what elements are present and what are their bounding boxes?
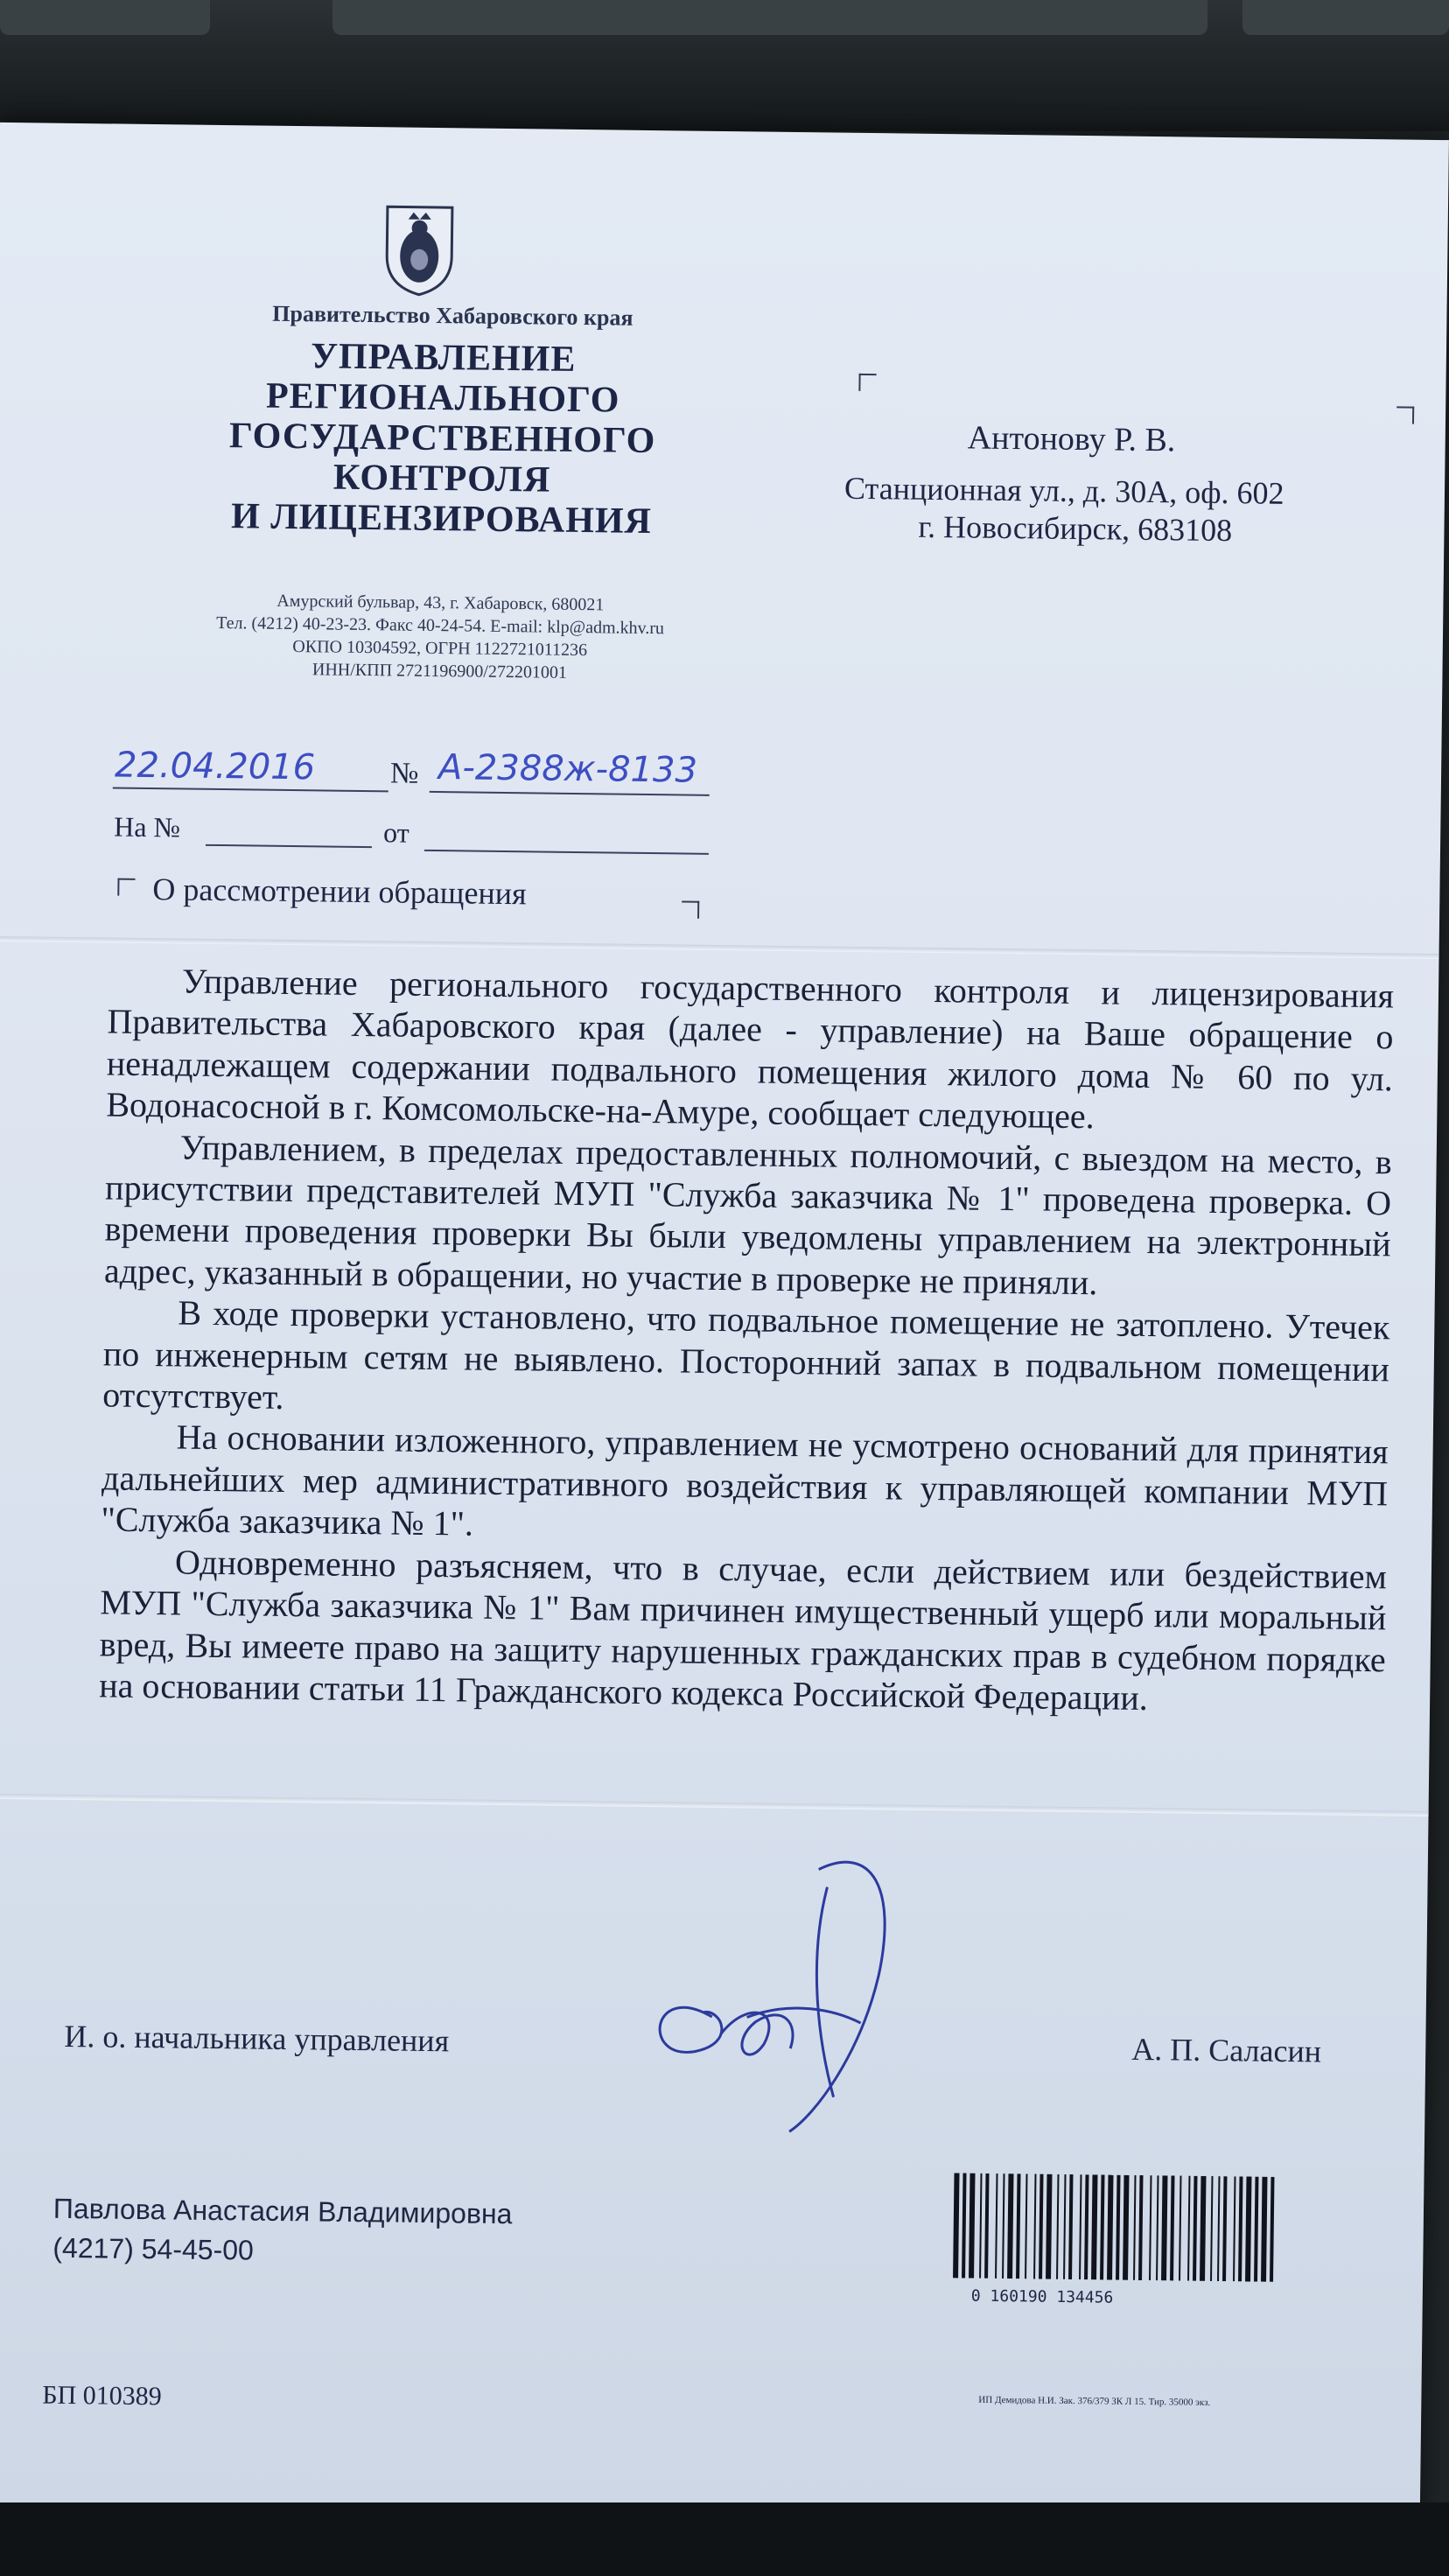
registration-number: А-2388ж-8133 — [438, 747, 698, 791]
barcode-bar — [962, 2174, 966, 2278]
barcode-number: 0 160190 134456 — [970, 2286, 1114, 2307]
barcode-bar — [1233, 2176, 1236, 2281]
underline — [206, 844, 372, 848]
body-paragraph: На основании изложенного, управлением не усмотрено оснований для принятия дальнейших мер административного воздействия к управляющей компании МУП "Служба заказчика № 1". — [101, 1417, 1389, 1544]
reply-to-label: На № — [114, 810, 181, 844]
barcode-bar — [1016, 2174, 1020, 2278]
barcode-bar — [1107, 2175, 1113, 2280]
barcode-bar — [1149, 2175, 1152, 2280]
barcode-bar — [1156, 2175, 1158, 2280]
barcode-bar — [979, 2174, 982, 2278]
barcode-bar — [1222, 2176, 1227, 2281]
agency-name — [187, 335, 697, 542]
recipient-name: Антонову Р. В. — [967, 419, 1176, 459]
fold-line — [0, 936, 1439, 959]
barcode-bar — [1238, 2176, 1242, 2281]
barcode-bar — [1179, 2176, 1181, 2281]
agency-line: И ЛИЦЕНЗИРОВАНИЯ — [230, 496, 653, 542]
body-paragraph: Управление регионального государственного контроля и лицензирования Правительства Хабаровского края (далее - управление) на Ваше обращение о ненадлежащем содержании подвального помещения жилого дома № 60 по ул. Водонасосной в г. Комсомольске-на-Амуре, сообщает следующее. — [106, 961, 1395, 1137]
government-name: Правительство Хабаровского края — [272, 300, 634, 331]
agency-line: УПРАВЛЕНИЕ — [310, 336, 577, 380]
executor-name: Павлова Анастасия Владимировна — [52, 2192, 513, 2230]
agency-line: КОНТРОЛЯ — [332, 457, 551, 500]
barcode-bar — [1200, 2176, 1206, 2281]
barcode-bar — [1068, 2174, 1073, 2279]
coat-of-arms-icon — [383, 201, 456, 298]
barcode-bar — [1056, 2174, 1059, 2279]
barcode-bar — [1039, 2174, 1043, 2279]
barcode-bar — [1033, 2174, 1036, 2279]
barcode-bar — [1079, 2174, 1082, 2279]
barcode-bar — [1007, 2174, 1013, 2278]
address-corner-mark — [858, 374, 876, 391]
barcode-bar — [1138, 2175, 1143, 2280]
subject-corner-mark — [117, 878, 135, 896]
subject-corner-mark — [682, 900, 699, 918]
recipient-address-line: Станционная ул., д. 30А, оф. 602 — [844, 470, 1284, 511]
agency-requisites — [186, 589, 694, 686]
letter-body — [99, 959, 1394, 1721]
barcode-icon — [949, 2173, 1283, 2282]
barcode-bar — [1046, 2174, 1052, 2279]
body-paragraph: В ходе проверки установлено, что подвальное помещение не затоплено. Утечек по инженерным сетям не выявлено. Посторонний запах в подвальном помещении отсутствует. — [102, 1292, 1390, 1418]
barcode-bar — [1133, 2175, 1136, 2280]
signatory-title: И. о. начальника управления — [64, 2018, 450, 2059]
registration-number-label: № — [389, 757, 419, 790]
barcode-bar — [969, 2174, 975, 2278]
barcode-bar — [1210, 2176, 1213, 2281]
barcode-bar — [1123, 2175, 1129, 2280]
key-shape — [332, 0, 1208, 35]
fold-line — [0, 1794, 1429, 1816]
barcode-bar — [1217, 2176, 1220, 2281]
body-paragraph: Одновременно разъясняем, что в случае, если действием или бездействием МУП "Служба заказчика № 1" Вам причинен имущественный ущерб или моральный вред, Вы имеете право на защиту нарушенных гражданских прав в судебном порядке на основании статьи 11 Гражданского кодекса Российской Федерации. — [98, 1542, 1388, 1718]
barcode-bar — [1245, 2176, 1251, 2281]
underline — [424, 850, 709, 855]
letter-sheet — [0, 122, 1449, 2520]
requisite-line: ИНН/КПП 2721196900/272201001 — [312, 660, 568, 682]
requisite-line: ОКПО 10304592, ОГРН 1122721011236 — [292, 637, 588, 661]
reply-from-label: от — [382, 816, 410, 849]
address-corner-mark — [1396, 406, 1414, 424]
barcode-bar — [1254, 2177, 1258, 2282]
barcode-bar — [1116, 2175, 1120, 2280]
barcode-bar — [1084, 2174, 1088, 2279]
key-shape — [1242, 0, 1449, 35]
handwritten-signature — [614, 1832, 950, 2152]
printer-note: ИП Демидова Н.И. Зак. 376/379 ЗК Л 15. Тир. 35000 экз. — [978, 2394, 1211, 2408]
barcode-bar — [995, 2174, 998, 2278]
requisite-line: Тел. (4212) 40-23-23. Факс 40-24-54. E-mail: klp@adm.khv.ru — [216, 612, 665, 639]
recipient-address-line: г. Новосибирск, 683108 — [918, 508, 1233, 549]
signatory-name: А. П. Саласин — [1131, 2031, 1322, 2069]
agency-line: РЕГИОНАЛЬНОГО — [265, 375, 620, 421]
barcode-bar — [1193, 2176, 1197, 2281]
background-edge — [0, 2502, 1449, 2576]
executor-phone: (4217) 54-45-00 — [52, 2231, 255, 2266]
barcode-bar — [1025, 2174, 1027, 2278]
barcode-bar — [984, 2174, 989, 2278]
barcode-bar — [1270, 2177, 1274, 2282]
underline — [113, 788, 388, 793]
barcode-bar — [1063, 2174, 1066, 2279]
letter-subject: О рассмотрении обращения — [152, 872, 527, 912]
registration-date: 22.04.2016 — [114, 745, 316, 788]
key-shape — [0, 0, 210, 35]
agency-line: ГОСУДАРСТВЕННОГО — [228, 416, 656, 462]
underline — [430, 791, 710, 796]
barcode-bar — [953, 2173, 959, 2278]
body-paragraph: Управлением, в пределах предоставленных полномочий, с выездом на место, в присутствии представителей МУП "Служба заказчика № 1" проведена проверка. О времени проведения проверки Вы были уведомлены управлением на электронный адрес, указанный в обращении, но участие в проверке не приняли. — [103, 1127, 1392, 1303]
barcode-bar — [1161, 2175, 1167, 2280]
barcode-bar — [1091, 2174, 1097, 2279]
barcode-bar — [1100, 2174, 1104, 2279]
barcode-bar — [1187, 2176, 1190, 2281]
barcode-bar — [1170, 2175, 1174, 2280]
background-keyboard — [0, 0, 1449, 131]
requisite-line: Амурский бульвар, 43, г. Хабаровск, 680021 — [276, 591, 605, 615]
barcode-bar — [1002, 2174, 1004, 2278]
barcode-bar — [1261, 2177, 1267, 2282]
form-code: БП 010389 — [42, 2380, 162, 2412]
